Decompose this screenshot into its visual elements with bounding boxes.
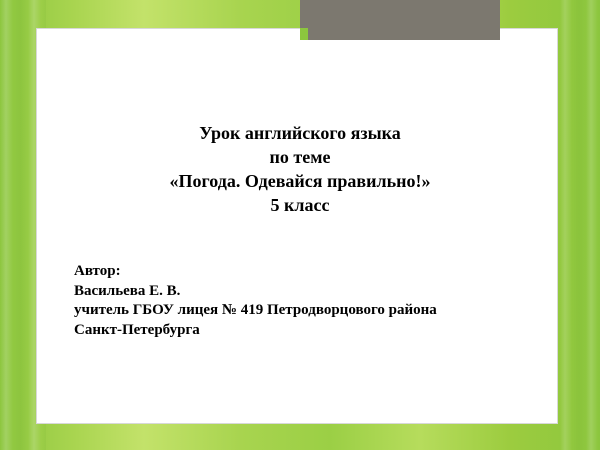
author-label: Автор: <box>74 263 121 279</box>
title-line-2: по теме <box>269 146 331 167</box>
author-affiliation: учитель ГБОУ лицея № 419 Петродворцового района <box>74 302 437 318</box>
author-city: Санкт-Петербурга <box>74 321 200 338</box>
title-line-1: Урок английского языка <box>199 123 401 143</box>
title-line-3: «Погода. Одевайся правильно!» <box>169 170 431 191</box>
slide-author-info <box>74 262 544 340</box>
decorative-green-tab <box>300 28 308 40</box>
author-name: Васильева Е. В. <box>74 282 181 299</box>
slide-content-panel <box>36 28 558 424</box>
title-line-4: 5 класс <box>270 194 330 215</box>
slide-title <box>0 122 600 218</box>
decorative-grey-block <box>300 0 500 40</box>
